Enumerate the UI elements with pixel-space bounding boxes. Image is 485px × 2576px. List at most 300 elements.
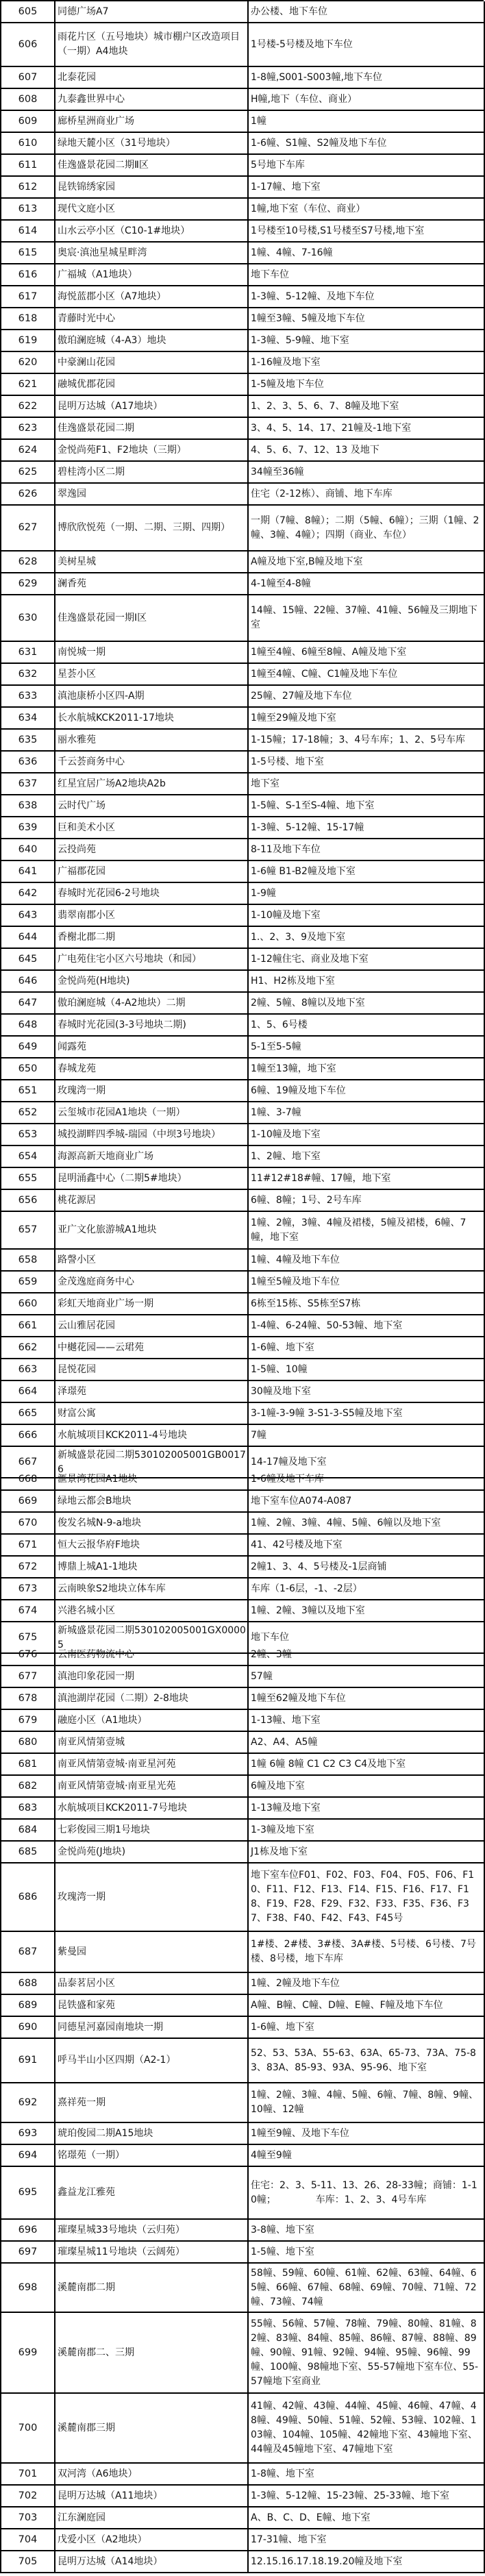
row-number-cell (1, 1754, 55, 1776)
row-number-cell (1, 1037, 55, 1058)
building-scope: 5-1至5-5幢 (251, 1041, 301, 1052)
row-number: 644 (18, 931, 38, 943)
table-row (1, 1732, 484, 1754)
row-number: 703 (18, 2512, 38, 2523)
building-scope: 17-31幢、地下室 (251, 2534, 327, 2545)
building-scope: 1、2、3、5、6、7、8幢及地下室 (251, 400, 399, 412)
building-scope-cell (249, 2394, 485, 2464)
building-scope: 3、4、5、14、17、21幢及-1地下室 (251, 422, 412, 434)
project-name: 傲珀澜庭城（4-A2地块）二期 (58, 997, 186, 1008)
table-row (1, 23, 484, 67)
project-name: 溪麓南郡二期 (58, 2281, 115, 2293)
row-number-cell (1, 462, 55, 484)
project-name: 铭璟苑（一期） (58, 2149, 125, 2161)
project-name-cell (55, 1, 249, 23)
project-name: 澜香苑 (58, 578, 86, 589)
table-row (1, 352, 484, 374)
table-row (1, 905, 484, 927)
table-row (1, 573, 484, 595)
building-scope-cell (249, 905, 485, 927)
table-row (1, 89, 484, 111)
project-name: 水航城项目KCK2011-7号地块 (58, 1802, 187, 1813)
row-number-cell (1, 2486, 55, 2507)
building-scope: 1-3幢及地下室 (251, 1824, 314, 1835)
row-number: 635 (18, 734, 38, 745)
project-name: 江东澜庭园 (58, 2512, 105, 2523)
project-name: 呼马半山小区四期（A2-1） (58, 2055, 176, 2066)
table-row (1, 2264, 484, 2313)
table-row (1, 1124, 484, 1146)
project-name-cell (55, 1124, 249, 1146)
building-scope-cell (249, 1776, 485, 1798)
building-scope-cell (249, 1469, 485, 1491)
building-scope: 1号楼至10号楼,S1号楼至S7号楼,地下室 (251, 225, 425, 236)
project-name-cell (55, 1272, 249, 1293)
building-scope-cell (249, 67, 485, 89)
row-number-cell (1, 506, 55, 552)
project-name-cell (55, 23, 249, 67)
project-name-cell (55, 2145, 249, 2167)
table-row (1, 993, 484, 1015)
project-name: 南亚风情第壹城·南亚星光苑 (58, 1780, 176, 1792)
project-name: 溪麓南郡二、三期 (58, 2346, 134, 2358)
row-number-cell (1, 2167, 55, 2220)
table-row (1, 1337, 484, 1359)
row-number: 651 (18, 1085, 38, 1096)
project-name-cell (55, 730, 249, 752)
project-name: 金悦尚苑(J地块) (58, 1846, 126, 1857)
project-name: 南亚风情第壹城·南亚星河苑 (58, 1758, 176, 1770)
project-name-cell (55, 949, 249, 971)
project-name: 云南医药物流中心 (58, 1648, 134, 1660)
row-number-cell (1, 1425, 55, 1447)
building-scope: 地下车位 (251, 1631, 289, 1643)
table-row (1, 595, 484, 642)
project-name: 美树星城 (58, 556, 96, 567)
project-name: 昆铁锦绣家园 (58, 181, 115, 193)
building-scope-cell (249, 177, 485, 199)
building-scope-cell (249, 1293, 485, 1315)
row-number-cell (1, 2242, 55, 2264)
building-scope: 2幢、3幢 (251, 1648, 292, 1660)
building-scope: 1幢至29幢及地下室 (251, 712, 336, 723)
row-number-cell (1, 1710, 55, 1732)
project-name: 滇池印象花园一期 (58, 1670, 134, 1682)
table-row (1, 1578, 484, 1600)
project-name-cell (55, 1644, 249, 1666)
row-number-cell (1, 1932, 55, 1973)
project-name: 广福郡花园 (58, 865, 105, 877)
project-name-cell (55, 1798, 249, 1820)
table-row (1, 1644, 484, 1666)
building-scope-cell (249, 2464, 485, 2486)
row-number: 681 (18, 1758, 38, 1770)
project-name: 水航城项目KCK2011-4号地块 (58, 1429, 187, 1441)
row-number: 697 (18, 2246, 38, 2257)
table-row (1, 839, 484, 861)
building-scope-cell (249, 23, 485, 67)
row-number-cell (1, 286, 55, 308)
building-scope: 1幢至13幢，地下室 (251, 1063, 336, 1074)
building-scope-cell (249, 1842, 485, 1863)
row-number-cell (1, 177, 55, 199)
building-scope: 1幢至62幢及地下车位 (251, 1692, 346, 1704)
row-number-cell (1, 905, 55, 927)
row-number-cell (1, 817, 55, 839)
project-name: 雨花片区（五号地块）城市棚户区改造项目（一期）A4地块 (58, 32, 240, 57)
row-number-cell (1, 352, 55, 374)
building-scope: A幢及地下室,B幢及地下室 (251, 556, 363, 567)
building-scope-cell (249, 883, 485, 905)
table-row (1, 2123, 484, 2145)
project-name-cell (55, 905, 249, 927)
row-number-cell (1, 1995, 55, 2017)
building-scope-cell (249, 773, 485, 795)
project-name: 昆悦花园 (58, 1363, 96, 1375)
project-name: 昆明万达城（A11地块） (58, 2490, 163, 2501)
building-scope: 1幢、2幢、3幢、4幢、5幢、6幢以及地下室 (251, 1517, 441, 1528)
row-number: 627 (18, 522, 38, 533)
table-row (1, 1820, 484, 1842)
building-scope-cell (249, 1337, 485, 1359)
row-number-cell (1, 773, 55, 795)
building-scope: 1幢至3幢、5幢及地下车位 (251, 312, 365, 324)
building-scope: 1-5幢、10幢 (251, 1363, 308, 1375)
project-name-cell (55, 2264, 249, 2313)
table-row (1, 440, 484, 462)
project-name-cell (55, 2551, 249, 2573)
building-scope: 1.、2、3、9及地下室 (251, 931, 346, 943)
building-scope: 1-5幢及地下车位 (251, 378, 324, 390)
table-row (1, 971, 484, 993)
project-name: 南悦城一期 (58, 646, 105, 658)
building-scope: 1-6幢 B1-B2幢及地下室 (251, 865, 356, 877)
project-name: 丽水雅苑 (58, 734, 96, 745)
row-number-cell (1, 1557, 55, 1578)
table-row (1, 664, 484, 686)
row-number: 673 (18, 1583, 38, 1594)
building-scope-cell (249, 2145, 485, 2167)
table-row (1, 2083, 484, 2123)
row-number: 606 (18, 38, 38, 50)
building-scope-cell (249, 1754, 485, 1776)
project-name-cell (55, 1513, 249, 1535)
row-number: 667 (18, 1456, 38, 1467)
project-name-cell (55, 1842, 249, 1863)
table-row (1, 1666, 484, 1688)
row-number: 640 (18, 843, 38, 855)
table-row (1, 2145, 484, 2167)
row-number-cell (1, 1491, 55, 1513)
project-name: 海悦蓝郡小区（A7地块） (58, 290, 166, 302)
row-number: 694 (18, 2149, 38, 2161)
building-scope-cell (249, 1359, 485, 1381)
building-scope-cell (249, 1863, 485, 1932)
building-scope: 1-3幢、5-12幢、及地下车位 (251, 290, 375, 302)
building-scope-cell (249, 1644, 485, 1666)
building-scope: 57幢 (251, 1670, 273, 1682)
project-name-cell (55, 286, 249, 308)
project-name-cell (55, 133, 249, 155)
row-number: 683 (18, 1802, 38, 1813)
project-name-cell (55, 1037, 249, 1058)
table-row (1, 2394, 484, 2464)
project-name-cell (55, 2242, 249, 2264)
table-row (1, 177, 484, 199)
project-name-cell (55, 817, 249, 839)
row-number: 664 (18, 1385, 38, 1397)
row-number-cell (1, 795, 55, 817)
project-name-cell (55, 1190, 249, 1212)
project-name-cell (55, 374, 249, 396)
row-number: 643 (18, 909, 38, 921)
row-number: 655 (18, 1172, 38, 1184)
row-number: 687 (18, 1946, 38, 1957)
project-name-cell (55, 993, 249, 1015)
project-name: 同德广场A7 (58, 5, 109, 17)
project-name-cell (55, 1212, 249, 1250)
project-name-cell (55, 264, 249, 286)
row-number: 619 (18, 334, 38, 346)
row-number: 700 (18, 2422, 38, 2433)
building-scope-cell (249, 1015, 485, 1037)
project-name: 滙景湾花园A1地块 (58, 1473, 138, 1485)
building-scope: 1-5号楼、地下室 (251, 756, 324, 767)
row-number-cell (1, 1798, 55, 1820)
building-scope: 1-15幢；17-18幢；3、4号车库；1、2、5号车库 (251, 734, 465, 745)
project-name-cell (55, 1015, 249, 1037)
table-row (1, 1513, 484, 1535)
row-number-cell (1, 264, 55, 286)
row-number-cell (1, 440, 55, 462)
project-name-cell (55, 2313, 249, 2394)
project-name-cell (55, 1863, 249, 1932)
table-row (1, 1293, 484, 1315)
building-scope-cell (249, 1381, 485, 1403)
project-name: 云投尚苑 (58, 843, 96, 855)
building-scope: 1、2幢、地下室 (251, 1150, 321, 1162)
project-name: 北泰花园 (58, 71, 96, 83)
table-row (1, 67, 484, 89)
project-name-cell (55, 177, 249, 199)
row-number-cell (1, 243, 55, 264)
row-number-cell (1, 686, 55, 708)
building-scope: 1幢至4幢、C幢、C1幢及地下车位 (251, 668, 398, 680)
row-number: 642 (18, 887, 38, 899)
row-number-cell (1, 23, 55, 67)
row-number-cell (1, 1973, 55, 1995)
building-scope: 41幢、42幢、43幢、44幢、45幢、46幢、47幢、48幢、49幢、50幢、51幢、52幢、53幢、102幢、103幢、104幢、105幢、42幢地下室、43幢地下室、44幢及45幢地下室、47幢地下室 (251, 2401, 477, 2455)
building-scope-cell (249, 418, 485, 440)
project-name: 鑫益龙江雅苑 (58, 2187, 115, 2198)
project-name: 城投湖畔四季城-瑞园（中坝3号地块） (58, 1128, 221, 1140)
building-scope-cell (249, 927, 485, 949)
building-scope-cell (249, 2551, 485, 2573)
project-name: 金茂逸庭商务中心 (58, 1276, 134, 1287)
building-scope-cell (249, 1146, 485, 1168)
table-row (1, 1425, 484, 1447)
project-name-cell (55, 396, 249, 418)
project-name-cell (55, 1469, 249, 1491)
project-name-cell (55, 1337, 249, 1359)
row-number: 620 (18, 356, 38, 368)
project-name: 绿地天麓小区（31号地块） (58, 137, 175, 149)
building-scope-cell (249, 664, 485, 686)
table-row (1, 1798, 484, 1820)
row-number-cell (1, 2083, 55, 2123)
project-name: 佳逸盛景花园二期 (58, 422, 134, 434)
row-number: 639 (18, 821, 38, 833)
row-number: 605 (18, 5, 38, 17)
row-number-cell (1, 971, 55, 993)
row-number-cell (1, 708, 55, 730)
project-name: 紫曼园 (58, 1946, 86, 1957)
row-number-cell (1, 2017, 55, 2039)
row-number: 632 (18, 668, 38, 680)
row-number-cell (1, 155, 55, 177)
table-row (1, 155, 484, 177)
building-scope-cell (249, 2529, 485, 2551)
table-row (1, 2507, 484, 2529)
table-row (1, 1058, 484, 1080)
row-number: 686 (18, 1891, 38, 1903)
building-scope-cell (249, 286, 485, 308)
row-number: 692 (18, 2096, 38, 2108)
project-name-cell (55, 1776, 249, 1798)
building-scope: 1-13幢、地下室 (251, 1714, 321, 1726)
row-number: 614 (18, 225, 38, 236)
project-name: 翠逸园 (58, 488, 86, 499)
project-name: 闻露苑 (58, 1041, 86, 1052)
building-scope: 住宅（2-12栋）、商铺、地下车库 (251, 488, 393, 499)
table-row (1, 1932, 484, 1973)
project-name-cell (55, 642, 249, 664)
building-scope-cell (249, 2123, 485, 2145)
building-scope: 1-6幢及地下车库 (251, 1473, 324, 1485)
building-scope-cell (249, 552, 485, 573)
row-number: 695 (18, 2187, 38, 2198)
row-number-cell (1, 839, 55, 861)
row-number-cell (1, 1102, 55, 1124)
project-name-cell (55, 89, 249, 111)
row-number-cell (1, 89, 55, 111)
row-number: 705 (18, 2555, 38, 2567)
project-name: 广电苑住宅小区六号地块（和园） (58, 953, 201, 965)
building-scope: 1-10幢及地下室 (251, 909, 321, 921)
building-scope: 1-8幢,S001-S003幢,地下车位 (251, 71, 383, 83)
project-name-cell (55, 506, 249, 552)
project-name: 中豪澜山花园 (58, 356, 115, 368)
building-scope: 41、42号楼及地下室 (251, 1539, 343, 1550)
table-row (1, 686, 484, 708)
project-name: 广福城（A1地块） (58, 269, 138, 280)
building-scope-cell (249, 686, 485, 708)
building-scope: 地下室车位F01、F02、F03、F04、F05、F06、F10、F11、F12、F13、F14、F15、F16、F17、F18、F19、F28、F29、F32、F33、F35、F36、F37、F38、F40、F42、F43、F45号 (251, 1870, 475, 1924)
project-name-cell (55, 1403, 249, 1425)
row-number: 656 (18, 1194, 38, 1206)
row-number: 688 (18, 1977, 38, 1989)
row-number-cell (1, 752, 55, 773)
table-row (1, 1622, 484, 1650)
building-scope-cell (249, 1080, 485, 1102)
table-row (1, 861, 484, 883)
row-number: 649 (18, 1041, 38, 1052)
row-number: 611 (18, 159, 38, 171)
table-row (1, 1272, 484, 1293)
project-name: 博欣欣悦苑（一期、二期、三期、四期） (58, 522, 230, 533)
project-name-cell (55, 484, 249, 506)
building-scope: 6幢、8幢；1号、2号车库 (251, 1194, 362, 1206)
row-number: 665 (18, 1407, 38, 1419)
project-name: 山水云亭小区（C10-1#地块） (58, 225, 190, 236)
project-name-cell (55, 861, 249, 883)
row-number: 678 (18, 1692, 38, 1704)
row-number: 631 (18, 646, 38, 658)
building-scope: 1-12幢住宅、商业及地下室 (251, 953, 369, 965)
row-number-cell (1, 1469, 55, 1491)
building-scope-cell (249, 1557, 485, 1578)
table-row (1, 1, 484, 23)
table-row (1, 1469, 484, 1491)
project-name: 金悦尚苑F1、F2地块（三期） (58, 444, 186, 456)
building-scope: 6栋至15栋、S5栋至S7栋 (251, 1298, 361, 1309)
row-number-cell (1, 664, 55, 686)
building-scope: 12.15.16.17.18.19.20幢及地下室 (251, 2555, 403, 2567)
row-number-cell (1, 2220, 55, 2242)
project-name-cell (55, 1535, 249, 1557)
row-number: 615 (18, 247, 38, 258)
row-number-cell (1, 418, 55, 440)
row-number: 629 (18, 578, 38, 589)
row-number-cell (1, 861, 55, 883)
building-scope: 1-4幢、6-24幢、50-53幢、地下室 (251, 1320, 403, 1331)
table-row (1, 2039, 484, 2083)
project-name-cell (55, 1932, 249, 1973)
project-name-cell (55, 1754, 249, 1776)
building-scope: 1-6幢、S1幢、S2幢及地下车位 (251, 137, 387, 149)
building-scope-cell (249, 264, 485, 286)
project-name: 新城盛景花园二期530102005001GX00005 (58, 1625, 246, 1650)
project-name: 财富公寓 (58, 1407, 96, 1419)
project-name: 桃花源居 (58, 1194, 96, 1206)
building-scope-cell (249, 89, 485, 111)
building-scope-cell (249, 462, 485, 484)
row-number-cell (1, 1080, 55, 1102)
project-name: 泽璟苑 (58, 1385, 86, 1397)
row-number: 698 (18, 2281, 38, 2293)
project-name-cell (55, 1491, 249, 1513)
building-scope-cell (249, 1272, 485, 1293)
project-name-cell (55, 795, 249, 817)
row-number: 690 (18, 2021, 38, 2033)
project-name: 玫瑰湾一期 (58, 1891, 105, 1903)
project-name-cell (55, 1102, 249, 1124)
project-name-cell (55, 752, 249, 773)
row-number: 702 (18, 2490, 38, 2501)
table-row (1, 243, 484, 264)
project-name-cell (55, 1250, 249, 1272)
project-name-cell (55, 352, 249, 374)
row-number: 657 (18, 1224, 38, 1235)
building-scope-cell (249, 1403, 485, 1425)
building-scope-cell (249, 642, 485, 664)
row-number: 617 (18, 290, 38, 302)
building-scope-cell (249, 1798, 485, 1820)
project-name: 俊发名城N-9-a地块 (58, 1517, 142, 1528)
row-number: 677 (18, 1670, 38, 1682)
project-name: 戊爱小区（A2地块） (58, 2534, 147, 2545)
row-number: 613 (18, 203, 38, 214)
